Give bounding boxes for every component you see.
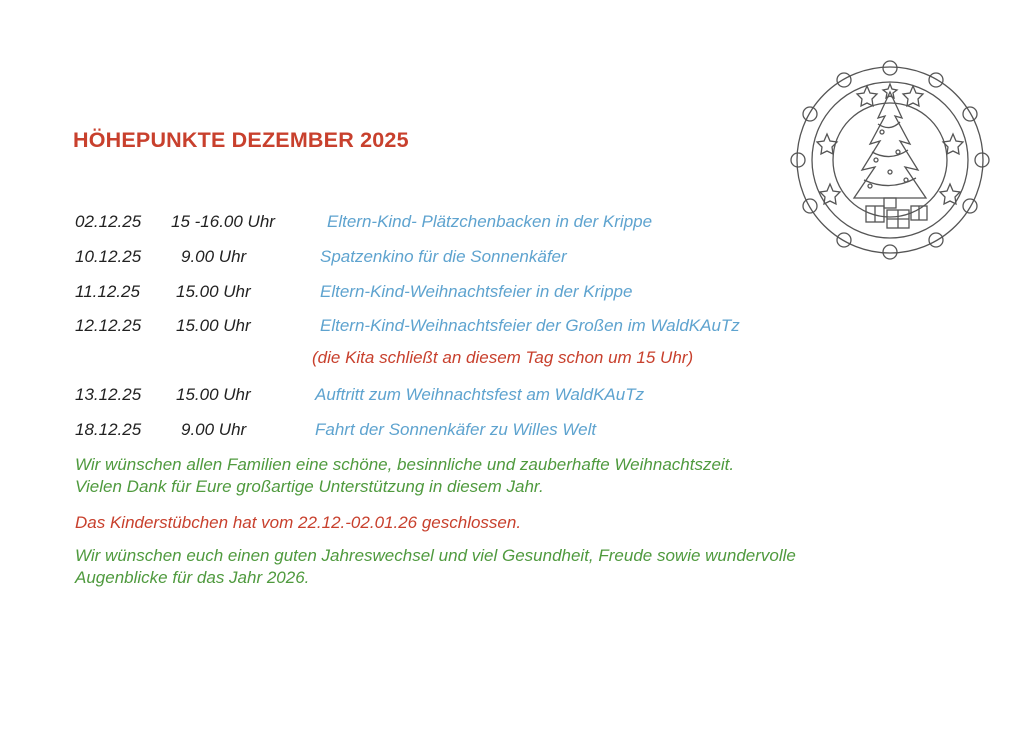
wishes-line: Wir wünschen allen Familien eine schöne, besinnliche und zauberhafte Weihnachtszeit. <box>75 455 735 474</box>
event-date: 13.12.25 <box>75 385 142 404</box>
event-time: 15.00 Uhr <box>176 282 251 301</box>
wishes-paragraph <box>75 454 734 498</box>
event-time: 15.00 Uhr <box>176 385 251 404</box>
closure-paragraph: Das Kinderstübchen hat vom 22.12.-02.01.26 geschlossen. <box>75 513 522 532</box>
newyear-paragraph <box>75 545 796 589</box>
newyear-line: Wir wünschen euch einen guten Jahreswechsel und viel Gesundheit, Freude sowie wundervolle <box>75 546 796 565</box>
wishes-line: Vielen Dank für Eure großartige Unterstützung in diesem Jahr. <box>75 477 544 496</box>
event-date: 11.12.25 <box>75 282 140 301</box>
event-title: Spatzenkino für die Sonnenkäfer <box>320 247 567 266</box>
page-title: HÖHEPUNKTE DEZEMBER 2025 <box>73 128 409 152</box>
event-time: 15 -16.00 Uhr <box>171 212 275 231</box>
event-date: 18.12.25 <box>75 420 142 439</box>
event-title: Eltern-Kind- Plätzchenbacken in der Krippe <box>327 212 653 231</box>
event-time: 15.00 Uhr <box>176 316 251 335</box>
newyear-line: Augenblicke für das Jahr 2026. <box>75 568 310 587</box>
event-title: Eltern-Kind-Weihnachtsfeier der Großen im WaldKAuTz <box>320 316 740 335</box>
event-time: 9.00 Uhr <box>181 247 247 266</box>
event-date: 10.12.25 <box>75 247 142 266</box>
event-title: Auftritt zum Weihnachtsfest am WaldKAuTz <box>315 385 645 404</box>
event-title: Eltern-Kind-Weihnachtsfeier in der Krippe <box>320 282 633 301</box>
event-time: 9.00 Uhr <box>181 420 247 439</box>
event-date: 02.12.25 <box>75 212 142 231</box>
event-date: 12.12.25 <box>75 316 142 335</box>
christmas-tree-wreath-icon <box>790 60 990 260</box>
closure-note: (die Kita schließt an diesem Tag schon um 15 Uhr) <box>312 348 694 367</box>
event-title: Fahrt der Sonnenkäfer zu Willes Welt <box>315 420 597 439</box>
